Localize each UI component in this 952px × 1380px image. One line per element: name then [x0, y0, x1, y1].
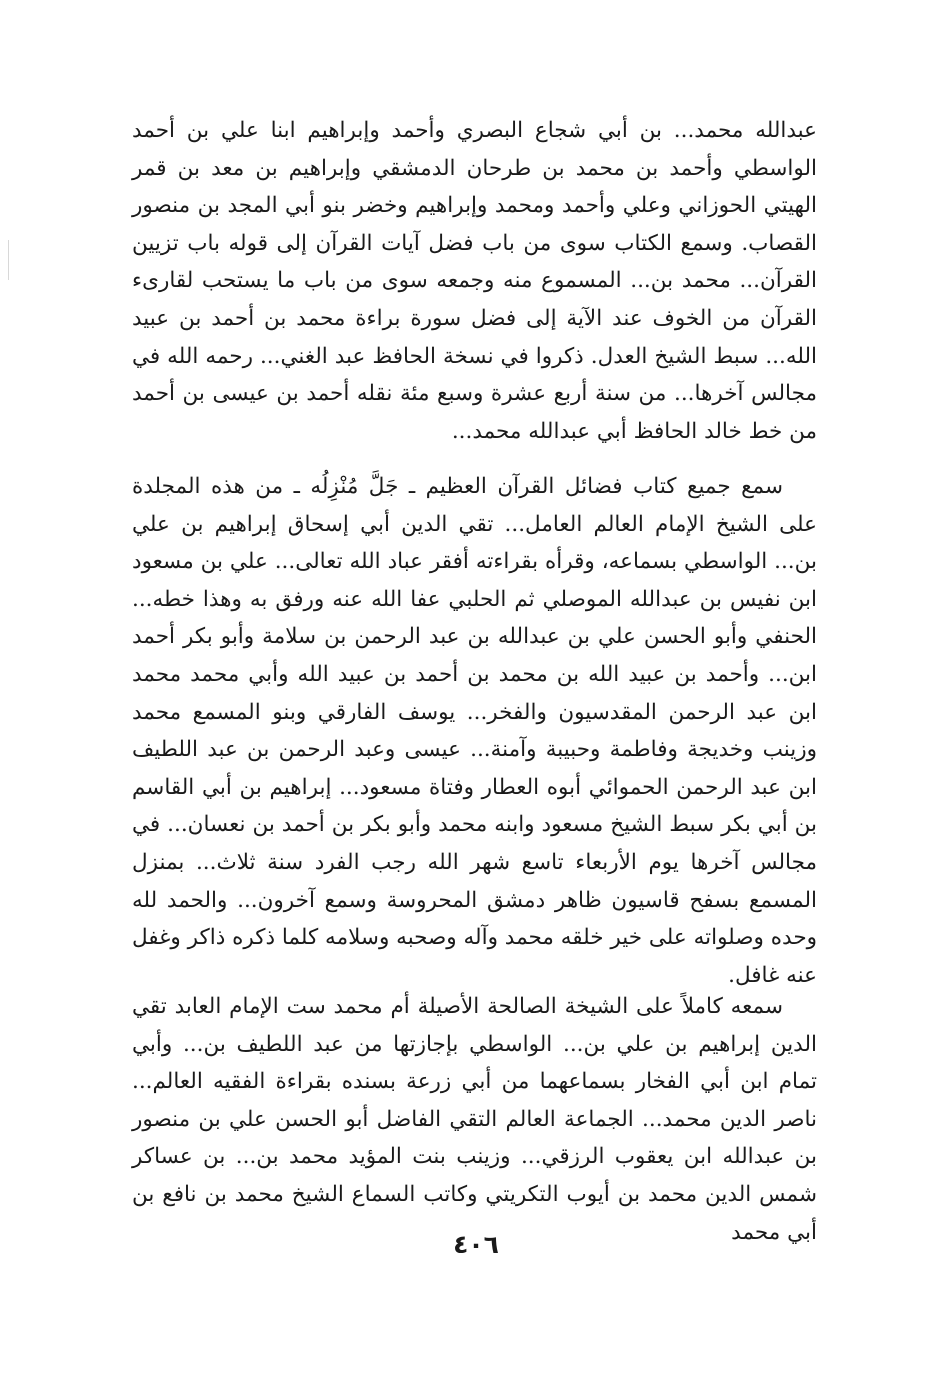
paragraph-1	[132, 112, 817, 450]
paragraph-text: سمعه كاملاً على الشيخة الصالحة الأصيلة أم محمد ست الإمام العابد تقي الدين إبراهيم بن علي بن... الواسطي بإجازتها من عبد اللطيف بن... وأبي تمام ابن أبي الفخار بسماعهما من أبي زرعة بسنده بقراءة الفقيه العالم... ناصر الدين محمد... الجماعة العالم التقي الفاضل أبو الحسن علي بن منصور بن عبدالله ابن يعقوب الرزقي... وزينب بنت المؤيد محمد بن... بن عساكر شمس الدين محمد بن أيوب التكريتي وكاتب السماع الشيخ محمد بن نافع بن أبي محمد	[132, 994, 817, 1245]
paragraph-3	[132, 988, 817, 1251]
page-number: ٤٠٦	[453, 1230, 499, 1259]
scan-margin-mark	[8, 240, 9, 280]
paragraph-text: سمع جميع كتاب فضائل القرآن العظيم ـ جَلَّ مُنْزِلُه ـ من هذه المجلدة على الشيخ الإمام العالم العامل... تقي الدين أبي إسحاق إبراهيم بن علي بن... الواسطي بسماعه، وقرأه بقراءته أفقر عباد الله تعالى... علي بن مسعود ابن نفيس بن عبدالله الموصلي ثم الحلبي عفا الله عنه ورفق به وهذا خطه... الحنفي وأبو الحسن علي بن عبدالله بن عبد الرحمن بن سلامة وأبو بكر أحمد ابن... وأحمد بن عبيد الله بن محمد بن أحمد بن عبيد الله وأبي محمد محمد ابن عبد الرحمن المقدسيون والفخر... يوسف الفارقي وبنو المسمع محمد وزينب وخديجة وفاطمة وحبيبة وآمنة... عيسى وعبد الرحمن بن عبد اللطيف ابن عبد الرحمن الحموائي أبوه العطار وفتاة مسعود... إبراهيم بن أبي القاسم بن أبي بكر سبط الشيخ مسعود وابنه محمد وأبو بكر بن أحمد بن نعسان... في مجالس آخرها يوم الأربعاء تاسع شهر الله رجب الفرد سنة ثلاث... بمنزل المسمع بسفح قاسيون ظاهر دمشق المحروسة وسمع آخرون... والحمد لله وحده وصلواته على خير خلقه محمد وآله وصحبه وسلامه كلما ذكره ذاكر وغفل عنه غافل.	[132, 474, 817, 988]
paragraph-2	[132, 468, 817, 994]
paragraph-text: عبدالله محمد... بن أبي شجاع البصري وأحمد وإبراهيم ابنا علي بن أحمد الواسطي وأحمد بن محمد بن طرحان الدمشقي وإبراهيم بن معد بن قمر الهيتي الحوزاني وعلي وأحمد ومحمد وإبراهيم وخضر بنو أبي المجد بن منصور القصاب. وسمع الكتاب سوى من باب فضل آيات القرآن إلى قوله باب تزيين القرآن... محمد بن... المسموع منه وجمعه سوى من باب ما يستحب لقارىء القرآن من الخوف عند الآية إلى فضل سورة براءة محمد بن أحمد بن عبيد الله... سبط الشيخ العدل. ذكروا في نسخة الحافظ عبد الغني... رحمه الله في مجالس آخرها... من سنة أربع عشرة وسبع مئة نقله أحمد بن عيسى بن أحمد من خط خالد الحافظ أبي عبدالله محمد...	[132, 118, 817, 444]
